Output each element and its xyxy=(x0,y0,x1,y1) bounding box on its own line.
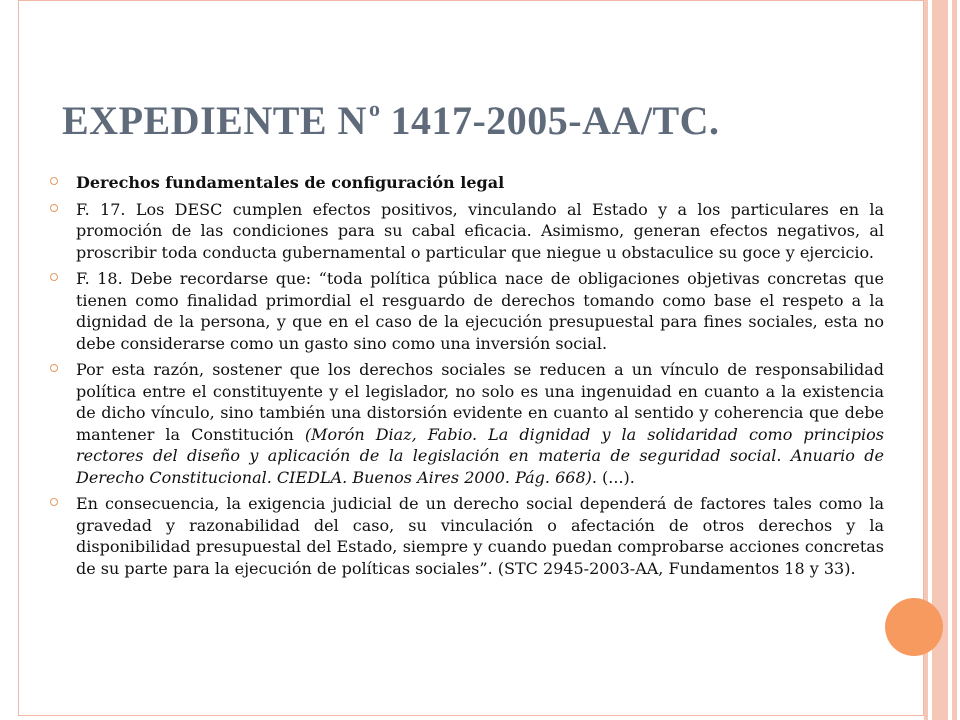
stripe-thin-right xyxy=(952,0,957,720)
bullet-circle-icon xyxy=(50,364,58,372)
accent-circle xyxy=(885,598,943,656)
title-main: EXPEDIENTE N xyxy=(62,98,367,143)
bullet-item-f17 xyxy=(76,199,884,264)
bullet-circle-icon xyxy=(50,498,58,506)
bullet-text-tail: (...). xyxy=(596,467,635,487)
bullet-item-por-esta-razon xyxy=(76,359,884,488)
bullet-item-f18 xyxy=(76,268,884,354)
bullet-text: F. 17. Los DESC cumplen efectos positivos, vinculando al Estado y a los particulares en la promoción de las condiciones para su cabal eficacia. Asimismo, generan efectos negativos, al proscribir toda conducta gubernamental o particular que niegue u obstaculice su goce y ejercicio. xyxy=(76,199,884,262)
title-number: 1417-2005-AA/TC. xyxy=(390,98,720,143)
bullet-circle-icon xyxy=(50,273,58,281)
bullet-circle-icon xyxy=(50,204,58,212)
bullet-circle-icon xyxy=(50,177,58,185)
bullet-item-consecuencia xyxy=(76,493,884,579)
bullet-text: F. 18. Debe recordarse que: “toda política pública nace de obligaciones objetivas concretas que tienen como finalidad primordial el resguardo de derechos tomando como base el respeto a la dignidad de la persona, y que en el caso de la ejecución presupuestal para fines sociales, esta no debe considerarse como un gasto sino como una inversión social. xyxy=(76,269,884,353)
slide-content xyxy=(76,172,884,584)
bullet-text: Derechos fundamentales de configuración legal xyxy=(76,173,505,192)
bullet-text: Por esta razón, sostener que los derechos sociales se reducen a un vínculo de responsabilidad política entre el constituyente y el legislador, no solo es una ingenuidad en cuanto a la existencia de dicho vínculo, sino también una distorsión evidente en cuanto al sentido y coherencia que debe mantener la Constitución xyxy=(76,360,884,444)
bullet-text: En consecuencia, la exigencia judicial de un derecho social dependerá de factores tales como la gravedad y razonabilidad del caso, su vinculación o afectación de otros derechos y la disponibilidad presupuestal del Estado, siempre y cuando puedan comprobarse acciones concretas de su parte para la ejecución de políticas sociales”. (STC 2945-2003-AA, Fundamentos 18 y 33). xyxy=(76,494,884,578)
slide-title xyxy=(62,96,720,144)
title-superscript: o xyxy=(368,96,381,121)
bullet-citation: (Morón Diaz, Fabio. La dignidad y la solidaridad como principios rectores del diseño y aplicación de la legislación en materia de seguridad social. Anuario de Derecho Constitucional. CIEDLA. Buenos Aires 2000. Pág. 668). xyxy=(76,424,885,487)
bullet-item-heading xyxy=(76,172,884,194)
